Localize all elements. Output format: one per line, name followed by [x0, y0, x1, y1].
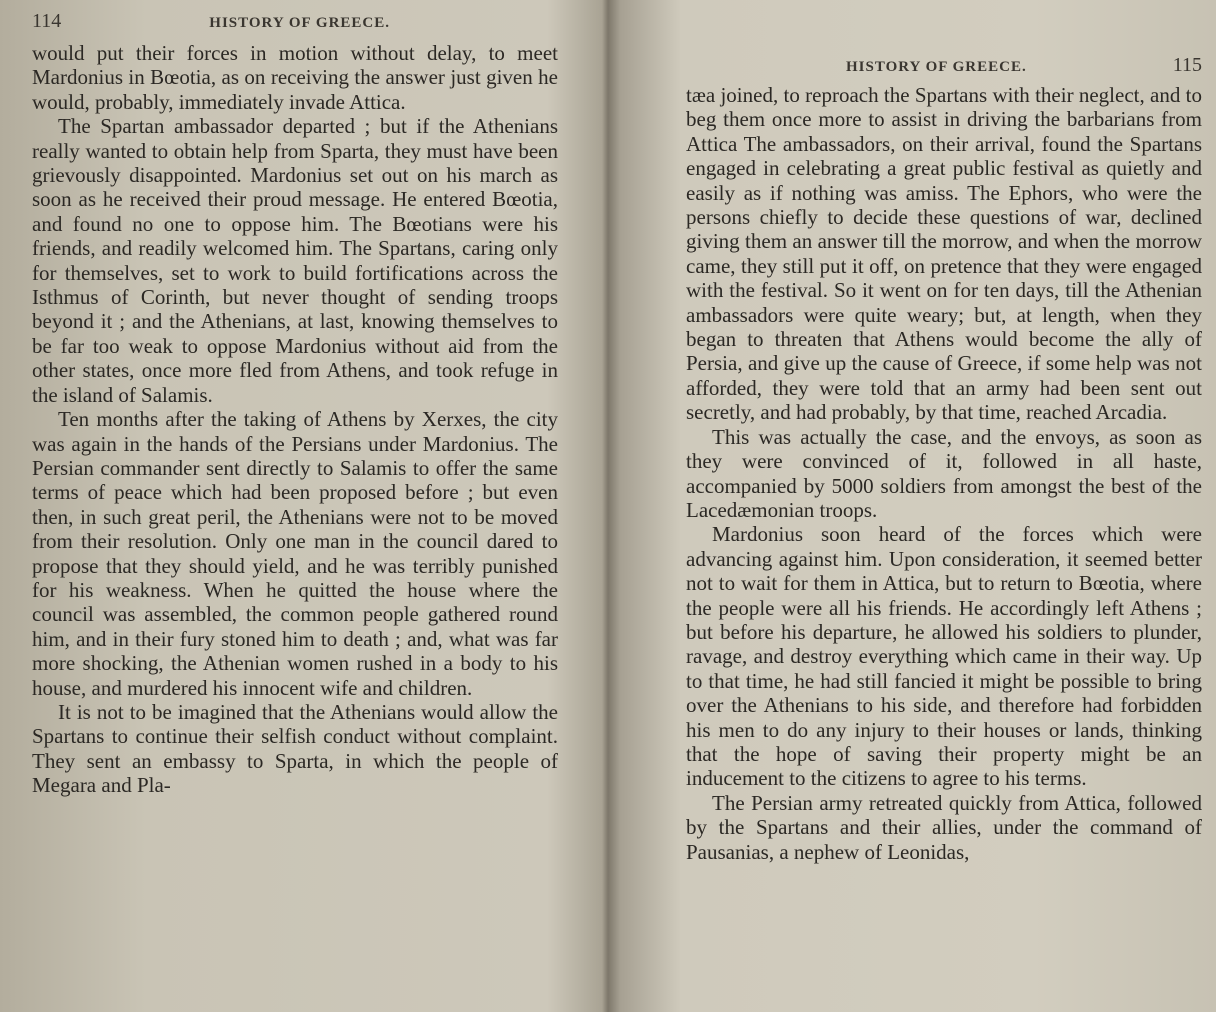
left-paragraph-4: It is not to be imagined that the Athenians would allow the Spartans to continue their selfish conduct without complaint. They sent an embassy to Sparta, in which the people of Megara and Pla- [32, 699, 558, 798]
left-page [0, 0, 600, 1012]
left-paragraph-3: Ten months after the taking of Athens by Xerxes, the city was again in the hands of the Persians under Mardonius. The Persian commander sent directly to Salamis to offer the same terms of peace which had been proposed before ; but even then, in such great peril, the Athenians were not to be moved from their resolution. Only one man in the council dared to propose that they should yield, and he was terribly punished for his weakness. When he quitted the house where the council was assembled, the common people gathered round him, and in their fury stoned him to death ; and, what was far more shocking, the Athenian women rushed in a body to his house, and murdered his innocent wife and children. [32, 407, 558, 700]
left-page-number: 114 [32, 10, 62, 32]
right-paragraph-3: Mardonius soon heard of the forces which were advancing against him. Upon consideration, it seemed better not to wait for them in Attica, but to return to Bœotia, where the people were all his friends. He accordingly left Athens ; but before his departure, he allowed his soldiers to plunder, ravage, and destroy everything which came in their way. Up to that time, he had still fancied it might be possible to bring over the Athenians to his side, and therefore had forbidden his men to do any injury to their houses or lands, thinking that the hope of saving their property might be an inducement to the citizens to agree to his terms. [686, 522, 1202, 791]
right-paragraph-4: The Persian army retreated quickly from Attica, followed by the Spartans and their allies, under the command of Pausanias, a nephew of Leonidas, [686, 790, 1202, 864]
right-page [606, 0, 1216, 1012]
left-running-head [32, 10, 560, 33]
left-body-text [32, 41, 558, 798]
right-body-text [686, 83, 1202, 864]
left-paragraph-1: would put their forces in motion without delay, to meet Mardonius in Bœotia, as on receiving the answer just given he would, probably, immediately invade Attica. [32, 41, 558, 114]
right-paragraph-2: This was actually the case, and the envoys, as soon as they were convinced of it, followed in all haste, accompanied by 5000 soldiers from amongst the best of the Lacedæmonian troops. [686, 424, 1202, 522]
right-running-title: HISTORY OF GREECE. [846, 59, 1027, 75]
right-running-head [686, 54, 1202, 77]
right-page-number: 115 [1172, 54, 1202, 76]
right-paragraph-1: tæa joined, to reproach the Spartans with their neglect, and to beg them once more to assist in driving the barbarians from Attica The ambassadors, on their arrival, found the Spartans engaged in celebrating a great public festival as quietly and easily as if nothing was amiss. The Ephors, who were the persons chiefly to decide these questions of war, declined giving them an answer till the morrow, and when the morrow came, they still put it off, on pretence that they were engaged with the festival. So it went on for ten days, till the Athenian ambassadors were quite weary; but, at length, when they began to threaten that Athens would become the ally of Persia, and give up the cause of Greece, if some help was not afforded, they were told that an army had been sent out secretly, and had probably, by that time, reached Arcadia. [686, 83, 1202, 425]
left-running-title: HISTORY OF GREECE. [209, 15, 390, 31]
left-paragraph-2: The Spartan ambassador departed ; but if the Athenians really wanted to obtain help from Sparta, they must have been grievously disappointed. Mardonius set out on his march as soon as he received their proud message. He entered Bœotia, and found no one to oppose him. The Bœotians were his friends, and readily welcomed him. The Spartans, caring only for themselves, set to work to build fortifications across the Isthmus of Corinth, but never thought of sending troops beyond it ; and the Athenians, at last, knowing themselves to be far too weak to oppose Mardonius without aid from the other states, once more fled from Athens, and took refuge in the island of Salamis. [32, 114, 558, 407]
